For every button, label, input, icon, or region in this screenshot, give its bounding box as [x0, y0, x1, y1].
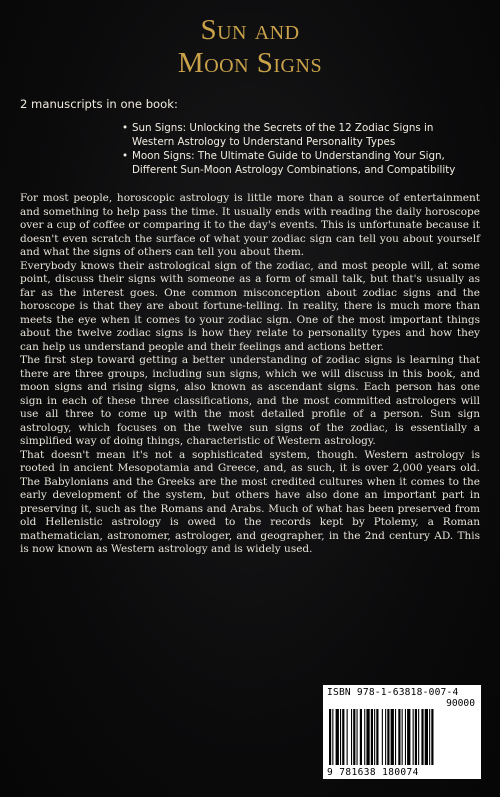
list-item-text: Sun Signs: Unlocking the Secrets of the 12 Zodiac Signs in Western Astrology to Understand Personality Types — [132, 122, 434, 148]
barcode-bars-icon — [329, 709, 475, 765]
barcode-digits: 9 781638 180074 — [327, 767, 419, 778]
isbn-text: ISBN 978-1-63818-007-4 — [327, 687, 459, 698]
price-code: 90000 — [446, 698, 475, 709]
title-line-1: Sun and — [200, 14, 300, 46]
list-item — [122, 121, 474, 149]
paragraph: Everybody knows their astrological sign of the zodiac, and most people will, at some point, discuss their signs with someone as a form of small talk, but that's usually as far as the interest goes. One common misconception about zodiac signs and the horoscope is that they are about fortune-telling. In reality, there is much more than meets the eye when it comes to your zodiac sign. One of the most important things about the twelve zodiac signs is how they relate to personality types and how they can help us understand people and their feelings and actions better. — [20, 259, 480, 353]
manuscript-list — [122, 121, 474, 177]
list-item — [122, 149, 474, 177]
paragraph: For most people, horoscopic astrology is little more than a source of entertainment and something to help pass the time. It usually ends with reading the daily horoscope over a cup of coffee or comparing it to the day's events. This is unfortunate because it doesn't even scratch the surface of what your zodiac sign can tell you about yourself and what the signs of others can tell you about them. — [20, 192, 480, 258]
paragraph: The first step toward getting a better understanding of zodiac signs is learning that there are three groups, including sun signs, which we will discuss in this book, and moon signs and rising signs, also known as ascendant signs. Each person has one sign in each of these three classifications, and the most committed astrologers will use all three to come up with the most detailed profile of a person. Sun sign astrology, which focuses on the twelve sun signs of the zodiac, is essentially a simplified way of doing things, characteristic of Western astrology. — [20, 354, 480, 447]
bullet-icon: • — [122, 122, 129, 134]
isbn-barcode — [323, 685, 481, 779]
book-title — [0, 14, 500, 80]
blurb — [20, 192, 480, 557]
bullet-icon: • — [122, 150, 129, 162]
paragraph: That doesn't mean it's not a sophisticated system, though. Western astrology is rooted in ancient Mesopotamia and Greece, and, as such, it is over 2,000 years old. The Babylonians and the Greeks are the most credited cultures when it comes to the early development of the system, but others have also done an important part in preserving it, such as the Romans and Arabs. Much of what has been preserved from old Hellenistic astrology is owed to the records kept by Ptolemy, a Roman mathematician, astronomer, astrologer, and geographer, in the 2nd century AD. This is now known as Western astrology and is widely used. — [20, 448, 480, 555]
title-line-2: Moon Signs — [177, 47, 323, 79]
intro-line: 2 manuscripts in one book: — [20, 97, 178, 111]
list-item-text: Moon Signs: The Ultimate Guide to Understanding Your Sign, Different Sun-Moon Astrology Combinations, and Compatibility — [132, 150, 456, 176]
